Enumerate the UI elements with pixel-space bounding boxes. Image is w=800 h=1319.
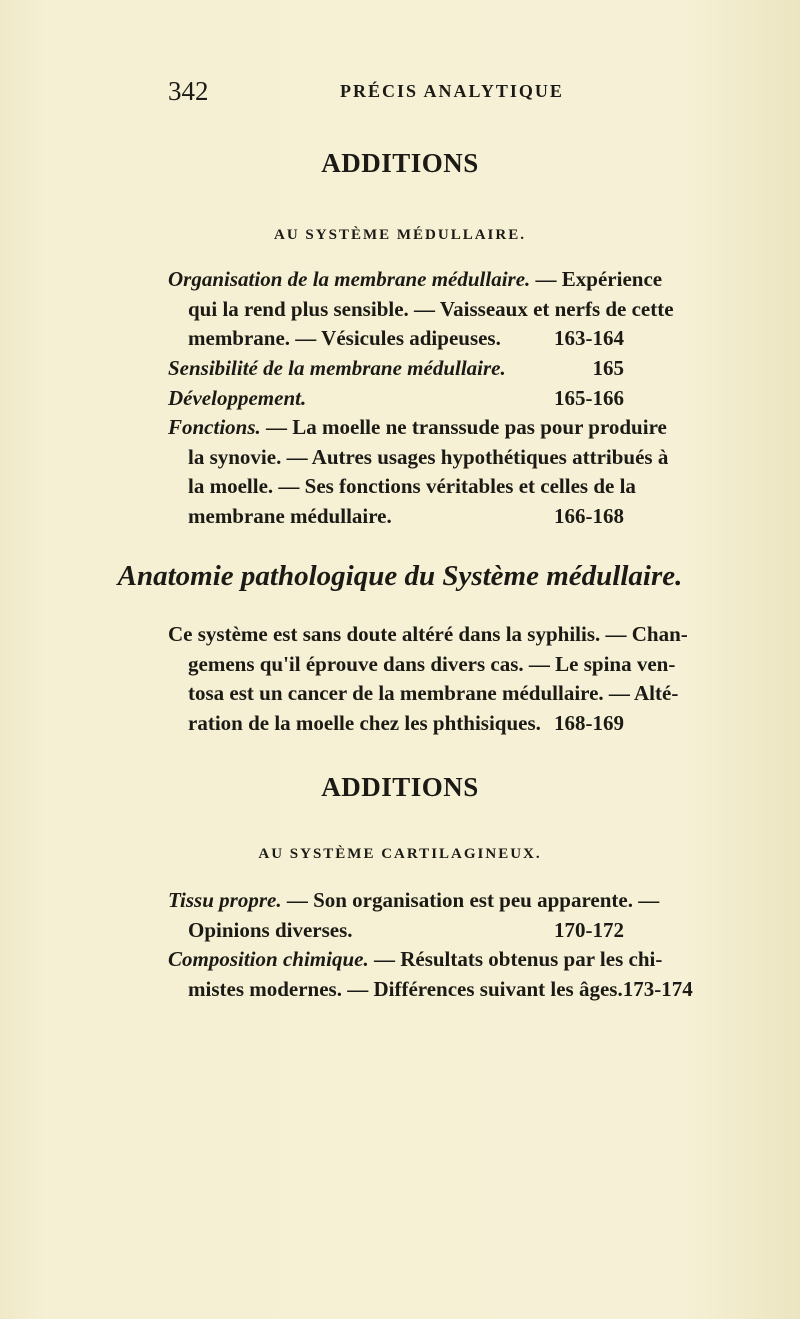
page-range: 168-169: [554, 710, 624, 735]
entry-title: Sensibilité de la membrane médullaire.: [168, 356, 506, 380]
toc-entry-sensibilite: [168, 354, 624, 384]
page-range: 165: [592, 356, 624, 380]
entry-text: — La moelle ne transsude pas pour produire: [260, 415, 667, 439]
toc-entry-developpement: [168, 384, 624, 414]
entry-text: — Résultats obtenus par les chi-: [368, 947, 663, 971]
entry-text: — Son organisation est peu apparente. —: [281, 888, 660, 912]
page-range: 163-164: [554, 326, 624, 350]
entry-title: Développement.: [168, 386, 307, 410]
page-range: 173-174: [622, 976, 693, 1001]
toc-entry-composition-chimique: [168, 945, 693, 1004]
section-heading-additions-medullaire: ADDITIONS: [321, 148, 479, 178]
section-subheading-medullaire: AU SYSTÈME MÉDULLAIRE.: [274, 227, 526, 243]
entry-text: Opinions diverses.: [188, 917, 353, 942]
entry-text: gemens qu'il éprouve dans divers cas. — Le spina ven-: [188, 651, 676, 676]
toc-entry-syphilis: [168, 620, 688, 738]
section-heading-anatomie-pathologique: Anatomie pathologique du Système médullaire.: [117, 560, 683, 592]
entry-text: ration de la moelle chez les phthisiques.: [188, 710, 541, 735]
entry-title: Tissu propre.: [168, 888, 282, 912]
page-range: 166-168: [554, 503, 624, 528]
entry-title: Organisation de la membrane médullaire.: [168, 267, 531, 291]
entry-text: tosa est un cancer de la membrane médullaire. — Alté-: [188, 681, 679, 705]
toc-entry-tissu-propre: [168, 886, 660, 945]
entry-title: Fonctions.: [168, 415, 261, 439]
section-heading-additions-cartilagineux: ADDITIONS: [321, 772, 479, 802]
running-header: [168, 76, 608, 106]
page-range: 165-166: [554, 386, 624, 410]
entry-text: mistes modernes. — Différences suivant les âges.: [188, 976, 623, 1001]
entry-text: qui la rend plus sensible. — Vaisseaux et nerfs de cette: [188, 296, 674, 321]
entry-text: la moelle. — Ses fonctions véritables et celles de la: [188, 474, 636, 498]
page-range: 170-172: [554, 917, 624, 942]
toc-entry-fonctions: [168, 413, 669, 531]
running-title: PRÉCIS ANALYTIQUE: [340, 81, 564, 101]
entry-text: membrane médullaire.: [188, 503, 392, 528]
entry-text: la synovie. — Autres usages hypothétiques attribués à: [188, 444, 669, 469]
page-number: 342: [168, 76, 209, 106]
section-subheading-cartilagineux: AU SYSTÈME CARTILAGINEUX.: [258, 846, 542, 862]
entry-text: Ce système est sans doute altéré dans la syphilis. — Chan-: [168, 622, 688, 646]
entry-text: membrane. — Vésicules adipeuses.: [188, 326, 501, 350]
entry-text: — Expérience: [530, 267, 663, 291]
toc-entry-organisation: [168, 265, 674, 354]
entry-title: Composition chimique.: [168, 947, 369, 971]
